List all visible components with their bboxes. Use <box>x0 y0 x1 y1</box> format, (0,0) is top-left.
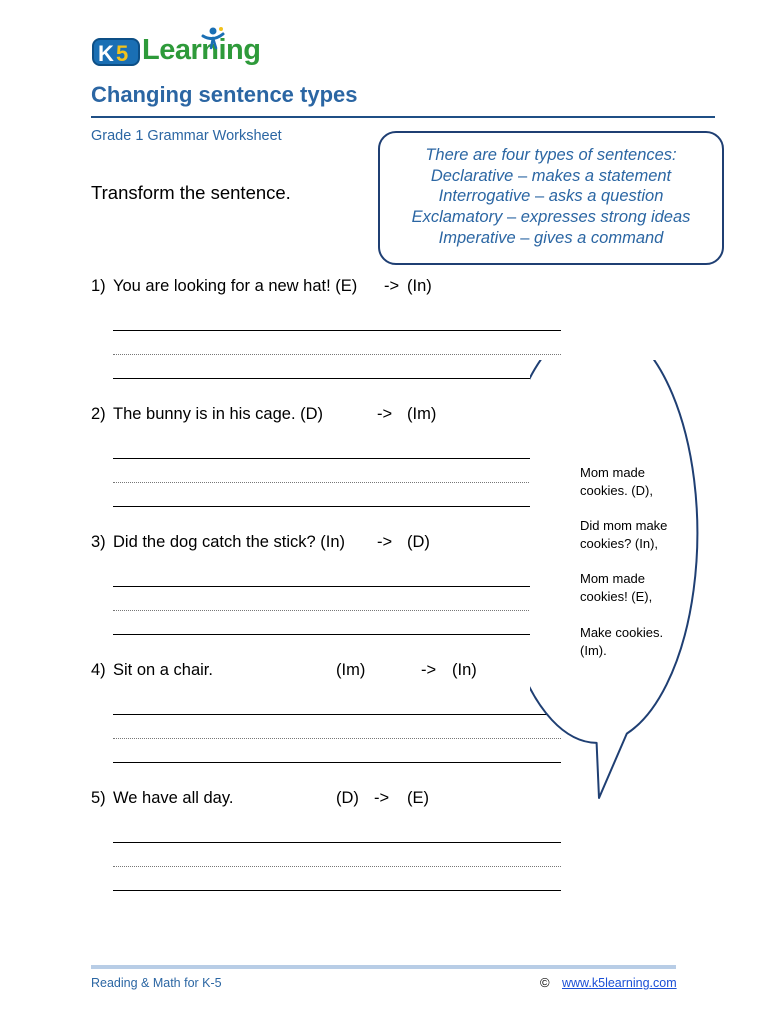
answer-line[interactable] <box>113 330 561 331</box>
hint-line: cookies! (E), <box>580 588 653 604</box>
question-text: We have all day. <box>113 789 234 807</box>
question-arrow: -> <box>421 661 437 679</box>
types-intro: There are four types of sentences: <box>425 146 677 164</box>
question-target-type: (E) <box>407 789 429 807</box>
logo-figure-icon <box>200 26 226 52</box>
hint-declarative <box>580 464 653 499</box>
answer-line[interactable] <box>113 506 539 507</box>
type-imperative <box>380 228 722 249</box>
answer-line[interactable] <box>113 634 539 635</box>
question-target-type: (In) <box>452 661 477 679</box>
question-text: You are looking for a new hat! (E) <box>113 277 358 295</box>
question-number: 5) <box>91 789 106 807</box>
hint-line: cookies? (In), <box>580 535 659 551</box>
type-exclamatory <box>380 207 722 228</box>
copyright-symbol: © <box>540 975 550 990</box>
type-desc: gives a command <box>534 228 664 247</box>
hint-line: Mom made <box>580 465 646 480</box>
question-5 <box>91 789 511 809</box>
hint-line: cookies. (D), <box>580 482 653 498</box>
logo-wordmark: Learning <box>142 34 261 66</box>
type-dash: – <box>517 166 528 185</box>
question-number: 4) <box>91 661 106 679</box>
answer-guide-line <box>113 610 539 611</box>
question-number: 3) <box>91 533 106 551</box>
answer-line[interactable] <box>113 378 561 379</box>
type-desc: expresses strong ideas <box>520 208 691 227</box>
website-link[interactable]: www.k5learning.com <box>562 976 677 990</box>
question-number: 2) <box>91 405 106 423</box>
type-name: Imperative <box>438 228 516 247</box>
question-target-type: (Im) <box>407 405 437 423</box>
type-desc: asks a question <box>548 187 664 206</box>
question-source-type: (Im) <box>336 661 366 679</box>
answer-line[interactable] <box>113 714 561 715</box>
type-interrogative <box>380 186 722 207</box>
sentence-types-box <box>378 131 724 265</box>
type-name: Exclamatory <box>411 208 503 227</box>
question-arrow: -> <box>374 789 390 807</box>
answer-guide-line <box>113 738 561 739</box>
instruction-text: Transform the sentence. <box>91 182 291 203</box>
worksheet-subtitle: Grade 1 Grammar Worksheet <box>91 128 282 144</box>
question-text: The bunny is in his cage. (D) <box>113 405 324 423</box>
question-4 <box>91 661 551 681</box>
type-name: Interrogative <box>438 187 531 206</box>
question-text: Did the dog catch the stick? (In) <box>113 533 346 551</box>
hint-exclamatory <box>580 570 652 605</box>
hint-line: (Im). <box>580 642 607 658</box>
question-arrow: -> <box>384 277 400 295</box>
logo-badge-k: K <box>98 41 114 66</box>
type-dash: – <box>534 187 545 206</box>
hint-interrogative <box>580 517 667 552</box>
page-title: Changing sentence types <box>91 82 358 107</box>
answer-line[interactable] <box>113 586 539 587</box>
question-target-type: (In) <box>407 277 432 295</box>
answer-guide-line <box>113 354 561 355</box>
question-1 <box>91 277 551 297</box>
question-target-type: (D) <box>407 533 430 551</box>
answer-line[interactable] <box>113 890 561 891</box>
question-2 <box>91 405 511 425</box>
title-divider <box>91 116 715 118</box>
answer-line[interactable] <box>113 458 539 459</box>
type-declarative <box>380 166 722 187</box>
answer-guide-line <box>113 866 561 867</box>
question-3 <box>91 533 511 553</box>
hint-imperative <box>580 624 663 659</box>
answer-guide-line <box>113 482 539 483</box>
answer-line[interactable] <box>113 842 561 843</box>
question-source-type: (D) <box>336 789 359 807</box>
question-arrow: -> <box>377 405 393 423</box>
question-number: 1) <box>91 277 106 295</box>
type-dash: – <box>520 228 530 247</box>
type-desc: makes a statement <box>531 166 672 185</box>
question-arrow: -> <box>377 533 393 551</box>
logo-badge-5: 5 <box>116 41 129 66</box>
hint-line: Did mom make <box>580 518 668 533</box>
logo-badge <box>92 38 140 66</box>
type-name: Declarative <box>430 166 514 185</box>
footer-tagline: Reading & Math for K-5 <box>91 976 222 990</box>
hint-line: Mom made <box>580 571 646 586</box>
hint-line: Make cookies. <box>580 625 664 640</box>
question-text: Sit on a chair. <box>113 661 213 679</box>
answer-line[interactable] <box>113 762 561 763</box>
type-dash: – <box>506 208 517 227</box>
footer-divider <box>91 965 676 969</box>
